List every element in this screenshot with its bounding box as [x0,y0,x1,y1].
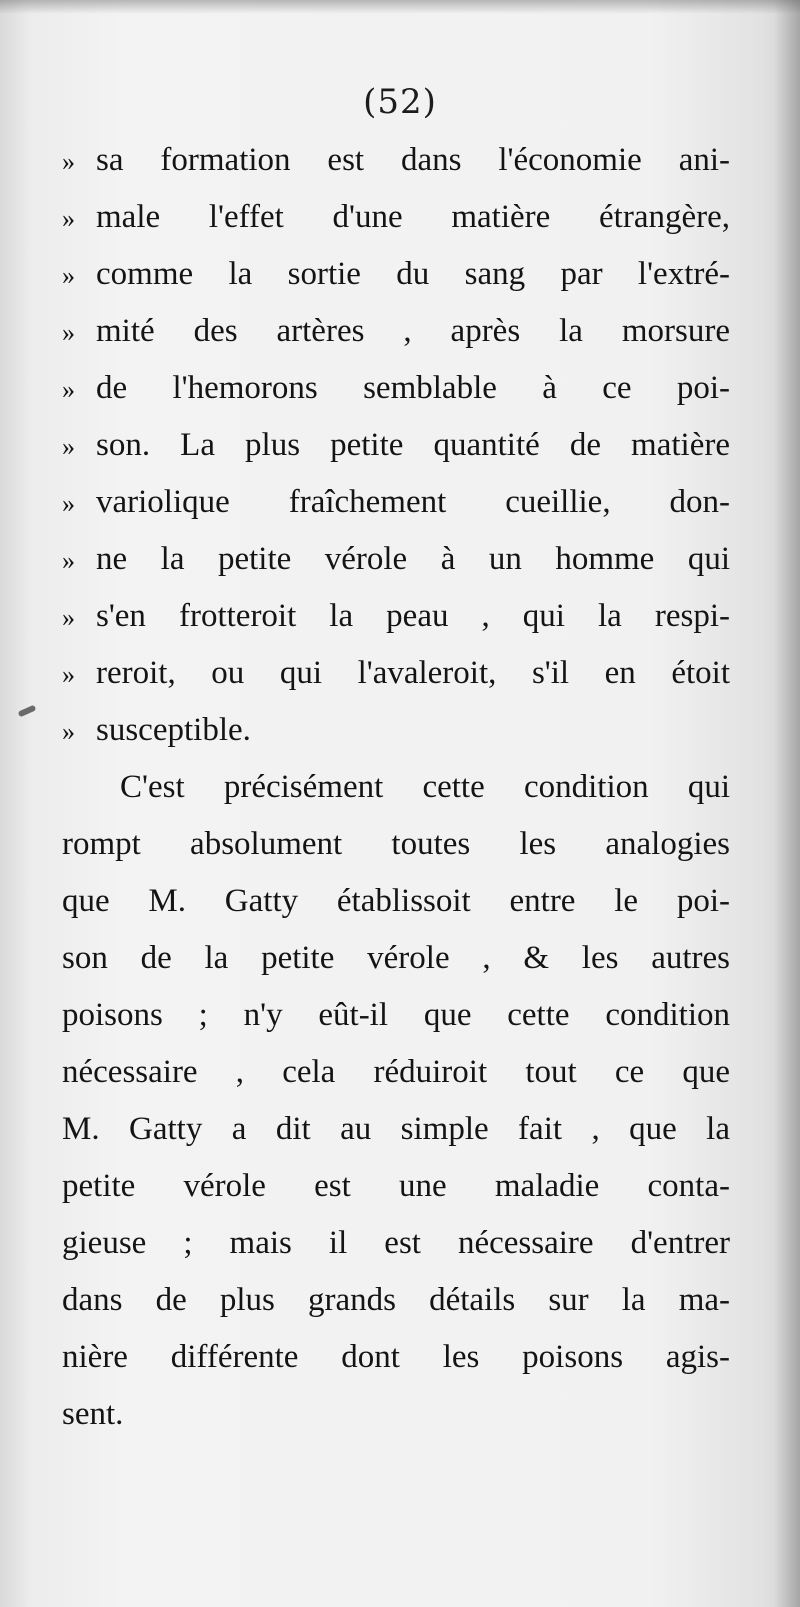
paragraph-line: son de la petite vérole , & les autres [62,940,730,976]
paragraph-line: nière différente dont les poisons agis- [62,1339,730,1375]
quote-mark: » [62,147,75,176]
paragraph-line: dans de plus grands détails sur la ma- [62,1282,730,1318]
paragraph-line: que M. Gatty établissoit entre le poi- [62,883,730,919]
page-text [62,132,730,1443]
quote-mark: » [62,489,75,518]
paragraph-line: petite vérole est une maladie conta- [62,1168,730,1204]
quote-mark: » [62,375,75,404]
quote-mark: » [62,603,75,632]
page-gutter-shadow [774,0,800,1607]
quoted-line: » s'en frotteroit la peau , qui la respi- [62,588,730,645]
paragraph-line: M. Gatty a dit au simple fait , que la [62,1111,730,1147]
paragraph-line: sent. [62,1396,124,1432]
quoted-line: » ne la petite vérole à un homme qui [62,531,730,588]
quote-mark: » [62,204,75,233]
paragraph-line: rompt absolument toutes les analogies [62,826,730,862]
quote-mark: » [62,261,75,290]
quote-mark: » [62,717,75,746]
quoted-line: » sa formation est dans l'économie ani- [62,132,730,189]
quoted-line: » son. La plus petite quantité de matière [62,417,730,474]
paragraph-line: nécessaire , cela réduiroit tout ce que [62,1054,730,1090]
page-top-shadow [0,0,800,14]
quoted-line: » reroit, ou qui l'avaleroit, s'il en étoit [62,645,730,702]
ink-mark [18,705,37,718]
quoted-line: » susceptible. [62,702,730,759]
paragraph-line: gieuse ; mais il est nécessaire d'entrer [62,1225,730,1261]
paragraph-line: poisons ; n'y eût-il que cette condition [62,997,730,1033]
page-number: (52) [363,82,437,122]
paragraph-line: C'est précisément cette condition qui [120,769,730,805]
quoted-line: » de l'hemorons semblable à ce poi- [62,360,730,417]
quote-mark: » [62,432,75,461]
quote-mark: » [62,546,75,575]
quoted-line: » male l'effet d'une matière étrangère, [62,189,730,246]
quoted-line: » variolique fraîchement cueillie, don- [62,474,730,531]
quoted-line: » mité des artères , après la morsure [62,303,730,360]
quoted-line: » comme la sortie du sang par l'extré- [62,246,730,303]
quote-mark: » [62,660,75,689]
quote-mark: » [62,318,75,347]
